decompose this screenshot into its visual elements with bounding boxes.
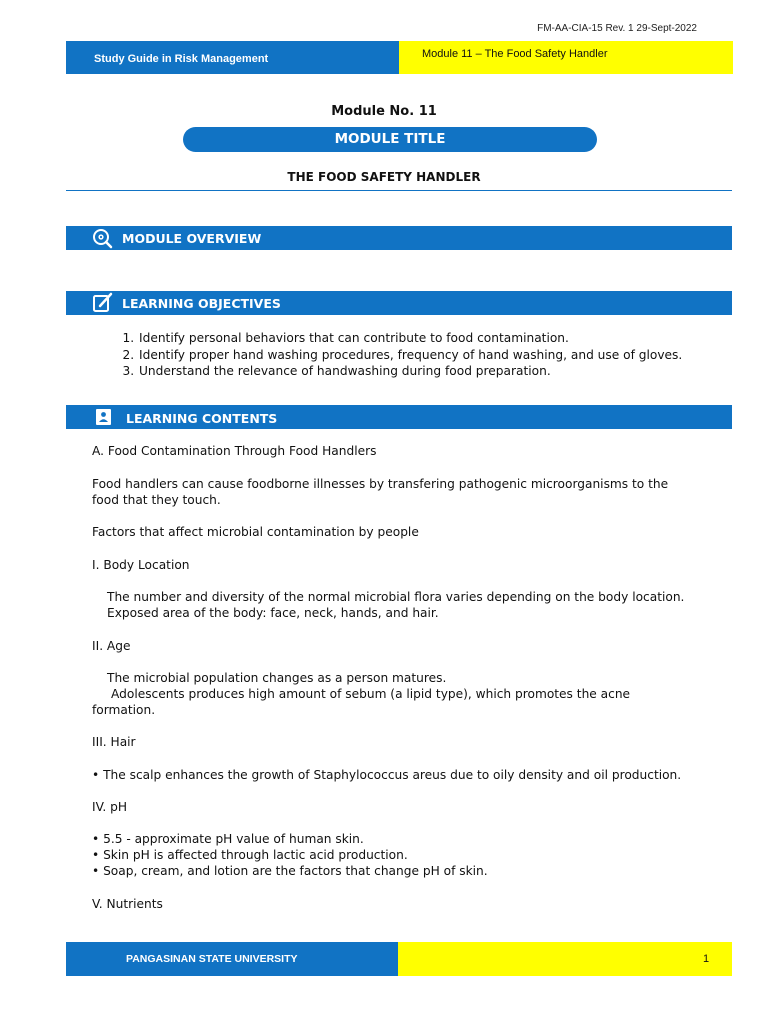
objective-item: 2. Identify proper hand washing procedures, frequency of hand washing, and use of gloves. <box>138 347 682 364</box>
content-intro-line-1: Food handlers can cause foodborne illnesses by transfering pathogenic microorganisms to the <box>92 477 669 491</box>
content-age-line-2: Adolescents produces high amount of sebum (a lipid type), which promotes the acne <box>111 687 631 701</box>
page-number: 1 <box>703 953 710 965</box>
content-age-line-3: formation. <box>92 703 156 717</box>
content-age-heading: II. Age <box>92 639 131 653</box>
content-ph-line-2: • Skin pH is affected through lactic acid production. <box>92 848 408 862</box>
content-ph-heading: IV. pH <box>92 800 128 814</box>
header-course-title: Study Guide in Risk Management <box>94 53 269 65</box>
footer-university: PANGASINAN STATE UNIVERSITY <box>126 953 298 965</box>
module-subtitle: THE FOOD SAFETY HANDLER <box>287 170 481 184</box>
footer-right-bar <box>398 942 732 976</box>
content-hair-line-1: • The scalp enhances the growth of Staphylococcus areus due to oily density and oil production. <box>92 768 682 782</box>
module-title-pill: MODULE TITLE <box>183 127 597 152</box>
objectives-list <box>92 330 682 380</box>
title-divider <box>66 190 732 191</box>
document-code: FM-AA-CIA-15 Rev. 1 29-Sept-2022 <box>537 23 697 34</box>
content-hair-heading: III. Hair <box>92 735 136 749</box>
content-factors: Factors that affect microbial contamination by people <box>92 525 419 539</box>
objective-item: 3. Understand the relevance of handwashing during food preparation. <box>138 363 682 380</box>
content-nutrients-heading: V. Nutrients <box>92 897 163 911</box>
content-body-line-1: The number and diversity of the normal microbial flora varies depending on the body location. <box>107 590 685 604</box>
header-module-title: Module 11 – The Food Safety Handler <box>422 48 608 60</box>
module-number: Module No. 11 <box>331 104 437 119</box>
content-age-line-1: The microbial population changes as a person matures. <box>107 671 447 685</box>
section-title-objectives: LEARNING OBJECTIVES <box>122 296 281 311</box>
content-ph-line-1: • 5.5 - approximate pH value of human skin. <box>92 832 364 846</box>
search-gear-icon <box>90 226 114 250</box>
content-body-location-heading: I. Body Location <box>92 558 190 572</box>
section-title-contents: LEARNING CONTENTS <box>126 411 278 426</box>
document-person-icon <box>92 405 116 429</box>
objective-item: 1. Identify personal behaviors that can contribute to food contamination. <box>138 330 682 347</box>
content-body-line-2: Exposed area of the body: face, neck, hands, and hair. <box>107 606 439 620</box>
edit-note-icon <box>91 291 115 315</box>
section-title-overview: MODULE OVERVIEW <box>122 231 262 246</box>
content-heading-a: A. Food Contamination Through Food Handlers <box>92 444 377 458</box>
content-ph-line-3: • Soap, cream, and lotion are the factors that change pH of skin. <box>92 864 488 878</box>
content-intro-line-2: food that they touch. <box>92 493 221 507</box>
